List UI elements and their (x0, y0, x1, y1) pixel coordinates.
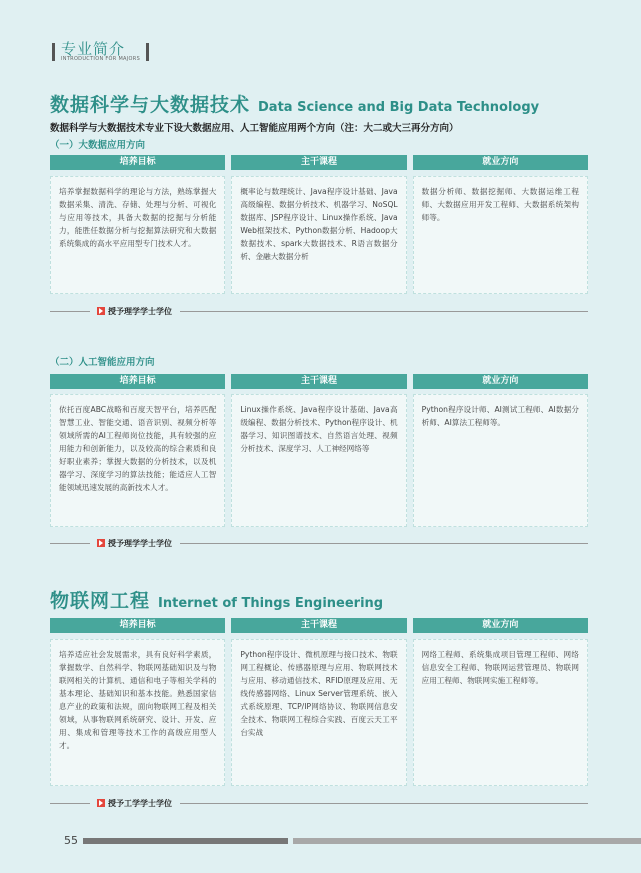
table-header-row (50, 618, 588, 633)
table-body-row (50, 639, 588, 786)
divider-left (50, 311, 90, 312)
goal-text: 培养掌握数据科学的理论与方法，熟练掌握大数据采集、清洗、存储、处理与分析、可视化与应用等技术，具备大数据的挖掘与分析能力，能胜任数据分析与挖掘算法研究和大数据系统集成的高水平应用型专门技术人才。 (50, 176, 225, 294)
play-marker-icon (97, 307, 105, 315)
divider-left (50, 543, 90, 544)
major-title-datascience (50, 90, 539, 117)
play-marker-icon (97, 539, 105, 547)
major-title-en: Internet of Things Engineering (158, 596, 384, 611)
header-goal: 培养目标 (50, 374, 225, 389)
play-marker-icon (97, 799, 105, 807)
courses-text: Python程序设计、微机原理与接口技术、物联网工程概论、传感器原理与应用、物联网技术与应用、移动通信技术、RFID原理及应用、无线传感器网络、Linux Server管理系统、嵌入式系统原理、TCP/IP网络协议、物联网信息安全技术、物联网工程综合实践、百度云天工平台实战 (231, 639, 406, 786)
header-jobs: 就业方向 (413, 155, 588, 170)
direction-title: （一）大数据应用方向 (50, 140, 146, 151)
header-goal: 培养目标 (50, 155, 225, 170)
direction-title: （二）人工智能应用方向 (50, 357, 155, 368)
major-title-cn: 数据科学与大数据技术 (50, 94, 251, 116)
degree-line (50, 537, 588, 549)
degree-text: 授予工学学士学位 (108, 798, 172, 808)
degree-line (50, 797, 588, 809)
header-bar-left (52, 43, 55, 61)
major-intro: 数据科学与大数据技术专业下设大数据应用、人工智能应用两个方向（注：大二或大三再分方向） (50, 123, 459, 134)
header-jobs: 就业方向 (413, 618, 588, 633)
header-title-en: INTRODUCTION FOR MAJORS (61, 56, 141, 62)
degree-line (50, 305, 588, 317)
section-header (52, 40, 149, 64)
footer-bar-light (293, 838, 641, 844)
divider-left (50, 803, 90, 804)
footer-bar-dark (83, 838, 288, 844)
courses-text: 概率论与数理统计、Java程序设计基础、Java高级编程、数据分析技术、机器学习、NoSQL数据库、JSP程序设计、Linux操作系统、Java Web框架技术、Python数据分析、Hadoop大数据技术、spark大数据技术、R语言数据分析、金融大数据分析 (231, 176, 406, 294)
header-jobs: 就业方向 (413, 374, 588, 389)
header-text (61, 42, 140, 62)
header-title-cn: 专业简介 (61, 40, 126, 58)
divider-right (180, 803, 588, 804)
courses-text: Linux操作系统、Java程序设计基础、Java高级编程、数据分析技术、Python程序设计、机器学习、知识图谱技术、自然语言处理、视频分析技术、深度学习、人工神经网络等 (231, 394, 406, 527)
header-bar-right (146, 43, 149, 61)
jobs-text: 网络工程师、系统集成项目管理工程师、网络信息安全工程师、物联网运营管理员、物联网应用工程师、物联网实施工程师等。 (413, 639, 588, 786)
goal-text: 培养适应社会发展需求，具有良好科学素质，掌握数学、自然科学、物联网基础知识及与物联网相关的计算机、通信和电子等相关学科的基本理论、基础知识和基本技能。熟悉国家信息产业的政策和法规，面向物联网工程及相关领域，从事物联网系统研究、设计、开发、应用、集成和管理等技术工作的高级应用型人才。 (50, 639, 225, 786)
header-courses: 主干课程 (231, 618, 406, 633)
page-number: 55 (64, 834, 78, 847)
header-courses: 主干课程 (231, 374, 406, 389)
page-footer (64, 834, 78, 847)
jobs-text: 数据分析师、数据挖掘师、大数据运维工程师、大数据应用开发工程师、大数据系统架构师等。 (413, 176, 588, 294)
degree-text: 授予理学学士学位 (108, 306, 172, 316)
table-header-row (50, 374, 588, 389)
goal-text: 依托百度ABC战略和百度天智平台，培养匹配智慧工业、智能交通、语音识别、视频分析等领域所需的AI工程师岗位技能，具有较强的应用能力和创新能力，以及较高的综合素质和良好职业素养；掌握大数据的分析技术，以及机器学习、深度学习的算法技能；能适应人工智能领域迅速发展的高新技术人才。 (50, 394, 225, 527)
major-title-en: Data Science and Big Data Technology (258, 100, 540, 115)
header-courses: 主干课程 (231, 155, 406, 170)
table-body-row (50, 176, 588, 294)
jobs-text: Python程序设计师、AI测试工程师、AI数据分析师、AI算法工程师等。 (413, 394, 588, 527)
header-goal: 培养目标 (50, 618, 225, 633)
table-body-row (50, 394, 588, 527)
table-header-row (50, 155, 588, 170)
divider-right (180, 311, 588, 312)
degree-text: 授予理学学士学位 (108, 538, 172, 548)
major-title-iot (50, 586, 383, 613)
major-title-cn: 物联网工程 (50, 590, 151, 612)
divider-right (180, 543, 588, 544)
